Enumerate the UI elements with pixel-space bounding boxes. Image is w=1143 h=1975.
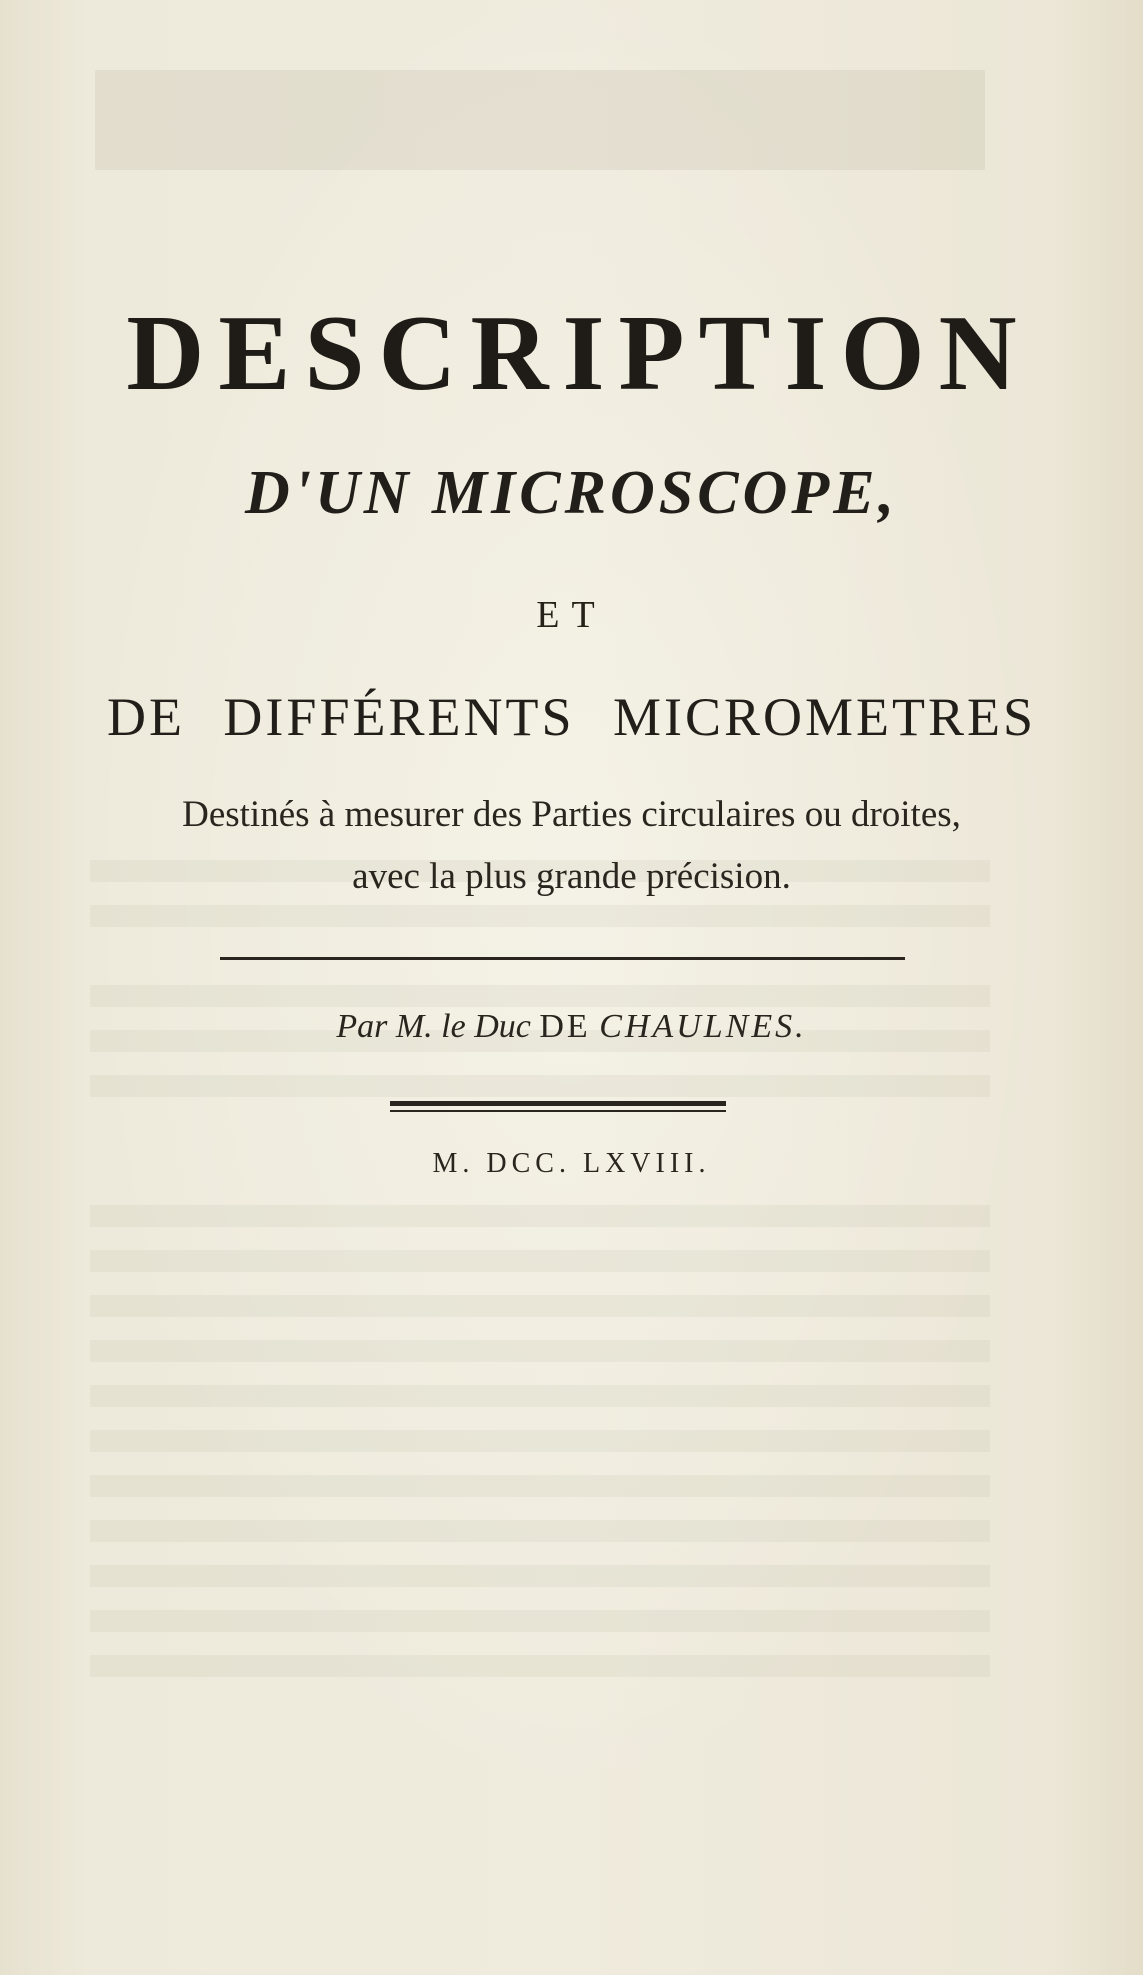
author-prefix: Par M. le Duc (336, 1008, 531, 1045)
bleed-through-line (90, 1565, 990, 1587)
description-line-1: Destinés à mesurer des Parties circulaires ou droites, (182, 794, 961, 835)
conjunction: ET (536, 594, 607, 636)
publication-date: M. DCC. LXVIII. (432, 1148, 711, 1179)
bleed-through-line (90, 1385, 990, 1407)
double-rule-thin (390, 1110, 726, 1112)
bleed-through-band (95, 70, 985, 170)
bleed-through-line (90, 1475, 990, 1497)
bleed-through-line (90, 1075, 990, 1097)
double-rule-thick (390, 1101, 726, 1106)
bleed-through-line (90, 1340, 990, 1362)
bleed-through-line (90, 1610, 990, 1632)
subtitle: D'UN MICROSCOPE, (244, 459, 899, 527)
bleed-through-line (90, 985, 990, 1007)
bleed-through-line (90, 1295, 990, 1317)
author-name-particle: DE (539, 1008, 591, 1045)
bleed-through-line (90, 1430, 990, 1452)
bleed-through-line (90, 1205, 990, 1227)
main-title: DESCRIPTION (126, 294, 1031, 413)
bleed-through-line (90, 1520, 990, 1542)
author-line (0, 1010, 1143, 1044)
double-rule (390, 1101, 726, 1115)
bleed-through-line (90, 905, 990, 927)
title-line-micrometres: DE DIFFÉRENTS MICROMETRES (106, 687, 1037, 747)
bleed-through-line (90, 1655, 990, 1677)
description-line-2: avec la plus grande précision. (352, 856, 791, 897)
author-name: CHAULNES. (599, 1008, 807, 1045)
horizontal-rule (220, 957, 905, 960)
bleed-through-line (90, 1250, 990, 1272)
